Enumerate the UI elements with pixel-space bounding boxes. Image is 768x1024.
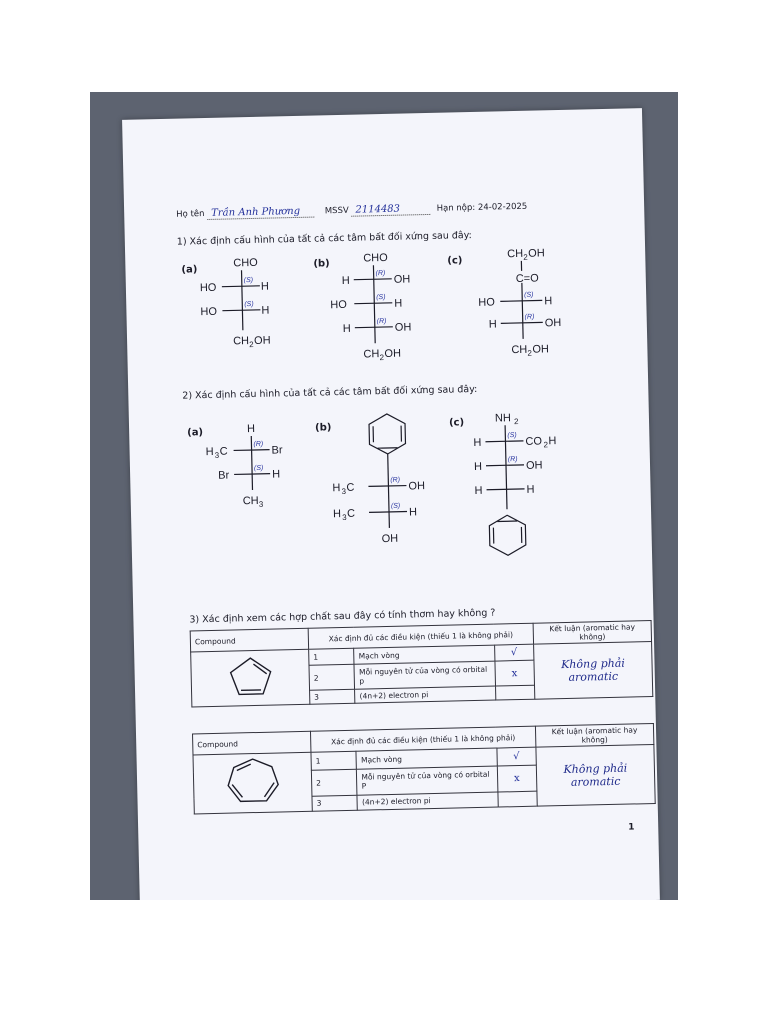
svg-text:H: H (342, 322, 351, 335)
svg-text:(R): (R) (524, 313, 535, 321)
q2-label-c: (c) (448, 417, 465, 429)
svg-text:CH: CH (232, 335, 250, 348)
svg-text:H: H (246, 422, 256, 436)
svg-text:H: H (261, 304, 270, 317)
svg-text:2: 2 (523, 252, 528, 262)
svg-text:H: H (332, 508, 342, 521)
svg-text:(R): (R) (507, 456, 518, 464)
svg-text:HO: HO (199, 281, 217, 295)
compound-cell (191, 649, 310, 707)
condition-number: 1 (311, 751, 357, 770)
condition-mark (498, 791, 538, 807)
svg-text:HO: HO (200, 305, 218, 319)
name-label: Họ tên (176, 209, 205, 220)
svg-text:CO: CO (525, 435, 543, 448)
svg-text:Br: Br (271, 444, 283, 457)
condition-mark: √ (494, 644, 534, 661)
svg-text:(R): (R) (376, 317, 387, 326)
compound-cell (193, 752, 312, 814)
svg-text:H: H (394, 297, 403, 310)
condition-number: 3 (310, 689, 356, 704)
svg-text:(S): (S) (376, 293, 386, 302)
svg-text:(S): (S) (524, 291, 534, 299)
header-conditions: Xác định đủ các điều kiện (thiếu 1 là không phải) (311, 726, 536, 752)
q2-label-a: (a) (187, 427, 204, 439)
mssv-label: MSSV (324, 205, 349, 217)
deadline-label: Hạn nộp: 24-02-2025 (436, 201, 528, 214)
svg-text:C: C (346, 481, 355, 494)
header-compound: Compound (193, 731, 311, 755)
svg-text:CH: CH (511, 343, 528, 357)
condition-number: 1 (309, 648, 355, 665)
q3-title: 3) Xác định xem các hợp chất sau đây có tính thơm hay không ? (189, 607, 496, 626)
header-conclusion: Kết luận (aromatic hay không) (533, 621, 652, 645)
svg-text:C=O: C=O (515, 272, 539, 286)
svg-text:OH: OH (544, 316, 562, 330)
svg-text:CH: CH (363, 348, 380, 361)
q1c-fischer-structure (463, 242, 576, 359)
svg-text:(S): (S) (243, 276, 254, 285)
svg-text:OH: OH (532, 343, 550, 356)
svg-text:(R): (R) (390, 476, 401, 484)
svg-text:2: 2 (379, 353, 385, 363)
condition-text: Mỗi nguyên tử của vòng có orbital P (357, 766, 498, 796)
svg-text:H: H (548, 435, 557, 448)
svg-text:OH: OH (381, 532, 399, 546)
svg-text:2: 2 (513, 416, 519, 427)
conclusion-cell: Không phải aromatic (534, 642, 653, 700)
svg-text:H: H (341, 274, 350, 287)
svg-text:3: 3 (341, 486, 347, 497)
condition-mark: x (497, 765, 537, 792)
svg-text:CHO: CHO (233, 256, 258, 270)
svg-text:H: H (526, 483, 535, 496)
condition-text: Mạch vòng (354, 645, 495, 665)
svg-text:(S): (S) (390, 502, 401, 510)
svg-text:OH: OH (408, 480, 426, 493)
condition-mark (495, 685, 535, 700)
svg-text:OH: OH (393, 273, 411, 286)
svg-text:HO: HO (478, 296, 495, 309)
svg-text:3: 3 (342, 512, 347, 523)
svg-text:H: H (473, 436, 482, 450)
cyclopentadiene-structure (220, 651, 281, 702)
conclusion-cell: Không phải aromatic (536, 744, 655, 806)
q2b-fischer-structure (325, 411, 438, 563)
svg-text:H: H (272, 468, 281, 481)
svg-text:CH: CH (507, 247, 524, 261)
svg-text:OH: OH (394, 321, 412, 334)
svg-text:(R): (R) (253, 440, 264, 449)
q1-label-c: (c) (447, 255, 463, 267)
svg-text:(R): (R) (375, 269, 386, 278)
svg-text:H: H (473, 460, 483, 474)
svg-text:3: 3 (214, 450, 220, 460)
svg-text:HO: HO (330, 298, 347, 312)
condition-mark: x (495, 661, 535, 686)
photo-background (90, 92, 678, 900)
svg-text:OH: OH (528, 247, 545, 260)
q1-label-b: (b) (313, 258, 330, 270)
condition-text: (4n+2) electron pi (357, 792, 498, 810)
q2a-fischer-structure (203, 421, 315, 513)
condition-mark: √ (497, 747, 537, 765)
page-number: 1 (628, 822, 635, 833)
condition-text: Mỗi nguyên tử của vòng có orbital p (354, 661, 495, 689)
condition-number: 2 (311, 769, 357, 796)
header-conclusion: Kết luận (aromatic hay không) (535, 723, 654, 747)
condition-number: 3 (312, 795, 358, 811)
condition-text: Mạch vòng (356, 748, 497, 769)
svg-text:H: H (474, 484, 483, 497)
q1a-fischer-structure (197, 251, 289, 353)
cycloheptatriene-structure (219, 754, 286, 809)
q2c-fischer-structure (459, 410, 583, 578)
student-name: Trần Anh Phương (207, 206, 314, 220)
aromaticity-table-2 (192, 723, 656, 814)
svg-text:3: 3 (258, 499, 264, 509)
condition-text: (4n+2) electron pi (355, 686, 495, 703)
svg-text:H: H (408, 506, 418, 519)
svg-text:H: H (332, 482, 341, 495)
svg-text:2: 2 (527, 348, 533, 358)
header-line (176, 201, 527, 220)
svg-text:C: C (346, 507, 356, 520)
svg-text:CH: CH (242, 494, 259, 508)
student-id: 2114483 (351, 203, 430, 217)
svg-text:(S): (S) (253, 464, 264, 472)
svg-text:H: H (544, 295, 553, 308)
svg-text:CHO: CHO (363, 251, 388, 265)
svg-text:2: 2 (249, 339, 254, 350)
q1-title: 1) Xác định cấu hình của tất cả các tâm bất đối xứng sau đây: (176, 229, 472, 248)
q1b-fischer-structure (325, 248, 428, 365)
svg-text:H: H (488, 318, 497, 331)
svg-text:OH: OH (384, 347, 402, 361)
worksheet-page (122, 108, 660, 900)
svg-text:Br: Br (218, 469, 230, 482)
svg-text:H: H (205, 445, 214, 459)
svg-text:NH: NH (494, 412, 511, 425)
header-compound: Compound (190, 628, 308, 652)
svg-text:OH: OH (253, 334, 271, 347)
header-conditions: Xác định đủ các điều kiện (thiếu 1 là không phải) (308, 623, 533, 649)
svg-text:(S): (S) (507, 432, 517, 440)
svg-text:2: 2 (543, 440, 549, 450)
svg-text:C: C (219, 445, 228, 458)
svg-text:OH: OH (525, 459, 543, 472)
condition-number: 2 (309, 665, 355, 691)
svg-text:(S): (S) (244, 300, 254, 309)
q2-title: 2) Xác định cấu hình của tất cả các tâm bất đối xứng sau đây: (182, 383, 478, 402)
q1-label-a: (a) (181, 264, 198, 276)
svg-text:H: H (260, 280, 269, 293)
q2-label-b: (b) (314, 422, 332, 434)
aromaticity-table-1 (190, 620, 654, 707)
